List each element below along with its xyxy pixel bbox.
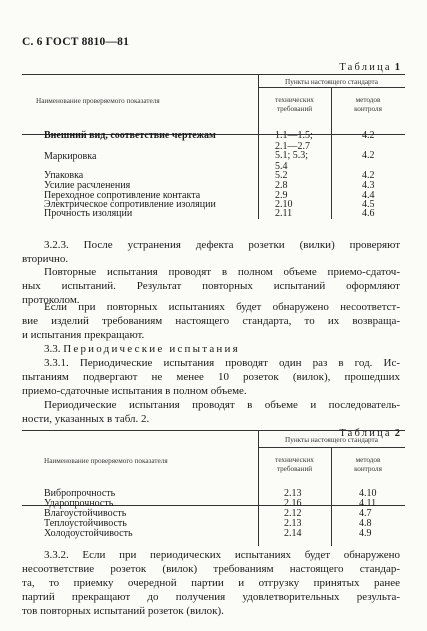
para-repeat-line1: Повторные испытания проводят в полном объеме приемо-сдаточ- — [44, 266, 400, 278]
table1-col-req-header-line1: технических — [275, 96, 314, 104]
para-repeat-line3: протоколом. — [22, 294, 80, 306]
table1-caption-word: Таблица — [339, 62, 392, 73]
section-3-3-title: Периодические испытания — [63, 343, 240, 355]
table1-row-name: Переходное сопротивление контакта — [44, 190, 201, 201]
para-periodic-line2: ности, указанных в табл. 2. — [22, 413, 150, 425]
para-3-3-2-line1: 3.3.2. Если при периодических испытаниях будет обнаружено — [44, 549, 400, 561]
table1-top-rule — [22, 74, 405, 75]
para-3-3-1-line2: пытаниям подвергают не менее 10 розеток (вилок), прошедших — [22, 371, 400, 383]
para-fail-line2: вие изделий требованиям настоящего стандарта, то их возвраща- — [22, 315, 400, 327]
table2-caption-number: 2 — [394, 428, 400, 439]
table2-row-method: 4.7 — [359, 508, 372, 519]
table2-row-name: Холодоустойчивость — [44, 528, 133, 539]
table2-col-methods-header — [331, 456, 405, 473]
table2-top-rule — [22, 430, 405, 431]
table2-col-name-header: Наименование проверяемого показателя — [44, 457, 168, 465]
table1-col-methods-header-line1: методов — [355, 96, 381, 104]
table2-row-method: 4.10 — [359, 488, 377, 499]
table1-row-req: 2.11 — [275, 208, 293, 219]
table1-row-method: 4.5 — [362, 199, 375, 210]
table1-col-methods-header-line2: контроля — [354, 104, 382, 113]
para-3-3-2-line3: та, то приемку очередной партии и отгрузку принятых ранее — [22, 577, 400, 589]
para-fail-line3: и испытания прекращают. — [22, 329, 145, 341]
table2-col-req-header-line2: требований — [276, 464, 313, 473]
table2-row-name: Ударопрочность — [44, 498, 114, 509]
table1-col-methods-header — [331, 96, 405, 113]
section-3-3-heading — [44, 342, 240, 356]
para-3-3-1-line1: 3.3.1. Периодические испытания проводят один раз в год. Ис- — [44, 357, 400, 369]
para-3-3-2-line4: партий прекращают до получения удовлетворительных результа- — [22, 591, 400, 603]
table1-caption-number: 1 — [394, 62, 400, 73]
table2-row-method: 4.9 — [359, 528, 372, 539]
table1-row-name: Усилие расчленения — [44, 180, 131, 191]
table1-row-method: 4.2 — [362, 150, 375, 161]
table1-col-name-header: Наименование проверяемого показателя — [36, 97, 160, 105]
para-3-3-2-line5: тов повторных испытаний розеток (вилок). — [22, 605, 224, 617]
table1-row-method: 4.3 — [362, 180, 375, 191]
table1-row-name: Маркировка — [44, 151, 97, 162]
table1-row-req-line2: 5.4 — [275, 160, 288, 172]
table2-row-req: 2.14 — [284, 528, 302, 539]
table1-row-method: 4.6 — [362, 208, 375, 219]
table1-row-name: Прочность изоляции — [44, 208, 133, 219]
para-periodic-line1: Периодические испытания проводят в объеме и последователь- — [44, 399, 400, 411]
table1-row-req-line1: 1.1—1.5; — [275, 130, 313, 141]
table2-caption-word: Таблица — [339, 428, 392, 439]
table1-row-req: 2.10 — [275, 199, 293, 210]
para-3-2-3-line1: 3.2.3. После устранения дефекта розетки (вилки) проверяют — [44, 239, 400, 251]
para-3-3-1-line3: приемо-сдаточные испытания в полном объеме. — [22, 385, 247, 397]
table1-row-name: Внешний вид, соответствие чертежам — [44, 130, 216, 141]
table2-row-method: 4.8 — [359, 518, 372, 529]
para-fail-line1-visible: Если при повторных испытаниях будет обнаружено несоответст- — [44, 301, 400, 313]
table1-row-req: 2.8 — [275, 180, 288, 191]
table1-row-req-line1: 5.1; 5.3; — [275, 150, 309, 161]
table1-caption — [339, 62, 400, 73]
table2-col-methods-header-line1: методов — [355, 456, 381, 464]
table1-col-req-header-line2: требований — [276, 104, 313, 113]
table1-row-req — [275, 151, 308, 172]
table2-row-method: 4.11 — [359, 498, 377, 509]
table1-col-req-header — [258, 96, 331, 113]
table2-row-name: Влагоустойчивость — [44, 508, 127, 519]
table1-row-req — [275, 131, 313, 152]
table1-row-method: 4.4 — [362, 190, 375, 201]
table2-row-req: 2.12 — [284, 508, 302, 519]
table2-group-header: Пункты настоящего стандарта — [285, 436, 378, 444]
table2-col-req-header — [258, 456, 331, 473]
table2-row-req: 2.16 — [284, 498, 302, 509]
para-3-3-2-line2: несоответствие розеток (вилок) требованиям настоящего стандар- — [22, 563, 400, 575]
table2-row-name: Вибропрочность — [44, 488, 116, 499]
table2-col-methods-header-line2: контроля — [354, 464, 382, 473]
section-3-3-number: 3.3. — [44, 343, 61, 355]
table1-row-req: 2.9 — [275, 190, 288, 201]
table2-col-req-header-line1: технических — [275, 456, 314, 464]
table2-col-divider-1 — [258, 430, 259, 546]
table2-row-req: 2.13 — [284, 488, 302, 499]
table1-row-method: 4.2 — [362, 130, 375, 141]
table2-row-req: 2.13 — [284, 518, 302, 529]
para-repeat-line2: ных испытаний. Результат повторных испытаний оформляют — [22, 280, 400, 292]
table1-row-req: 5.2 — [275, 170, 288, 181]
table1-row-name: Электрическое сопротивление изоляции — [44, 199, 216, 210]
table1-group-header: Пункты настоящего стандарта — [285, 78, 378, 86]
para-3-2-3-line2: вторично. — [22, 253, 69, 265]
table1-row-method: 4.2 — [362, 170, 375, 181]
table1-row-req-line2: 2.1—2.7 — [275, 140, 310, 152]
page-header: С. 6 ГОСТ 8810—81 — [22, 36, 130, 48]
table1-row-name: Упаковка — [44, 170, 84, 181]
table2-row-name: Теплоустойчивость — [44, 518, 127, 529]
